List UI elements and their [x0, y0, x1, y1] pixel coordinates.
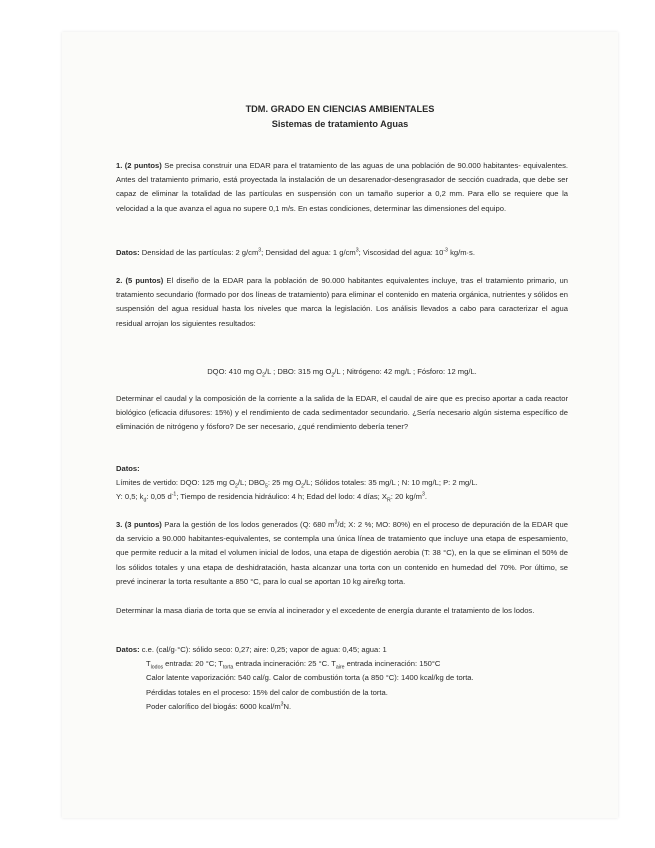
subscript: 2: [331, 372, 335, 379]
datos-text: : 0,05 d: [146, 492, 172, 502]
datos-text: ; Densidad del agua: 1 g/cm: [261, 248, 356, 257]
analysis-text: DQO: 410 mg O: [207, 367, 263, 376]
datos-line-4: Pérdidas totales en el proceso: 15% del calor de combustión de la torta.: [146, 687, 388, 697]
subscript: d: [143, 497, 147, 504]
datos-text: T: [146, 659, 151, 669]
superscript: 3: [258, 247, 262, 254]
subscript: torta: [222, 664, 234, 671]
superscript: 3: [355, 247, 359, 254]
datos-label: Datos:: [116, 248, 140, 257]
datos-text: : 25 mg O: [267, 478, 302, 488]
question-2-text: El diseño de la EDAR para la población de 90.000 habitantes equivalentes incluye, tras el tratamiento primario, un tratamiento secundario (formado por dos líneas de tratamiento) para eliminar el contenido en materia orgánica, nutrientes y sólidos en suspensión del agua residual hasta los niveles que marca la legislación. Los análisis llevados a cabo para caracterizar el agua residual arrojan los siguientes resultados:: [116, 276, 568, 328]
question-2-datos: [116, 462, 568, 505]
question-2: [116, 274, 568, 331]
datos-label: Datos:: [116, 645, 140, 654]
document-page: [62, 32, 618, 818]
datos-line-2: [116, 657, 568, 671]
datos-text: /L; DBO: [237, 478, 265, 488]
datos-text: c.e. (cal/g·°C): sólido seco: 0,27; aire: 0,25; vapor de agua: 0,45; agua: 1: [141, 645, 387, 654]
question-1-number: 1. (2 puntos): [116, 161, 162, 170]
datos-text: kg/m·s.: [447, 248, 475, 257]
datos-text: : 20 kg/m: [390, 492, 422, 502]
question-2-task: [116, 392, 568, 435]
subscript: 2: [235, 483, 238, 490]
question-2-task-text: Determinar el caudal y la composición de la corriente a la salida de la EDAR, el caudal de aire que es preciso aportar a cada reactor biológico (eficacia difusores: 15%) y el rendimiento de cada sedimentador secundario. ¿Sería necesario algún sistema específico de eliminación de nitrógeno y fósforo? De ser necesario, ¿qué rendimiento debería tener?: [116, 394, 568, 432]
analysis-text: /L ; Nitrógeno: 42 mg/L ; Fósforo: 12 mg/L.: [334, 367, 477, 376]
datos-text: N.: [283, 701, 292, 711]
datos-text: entrada incineración: 150°C: [344, 659, 441, 669]
datos-line-1: [116, 643, 568, 657]
question-3-text: Para la gestión de los lodos generados (Q: 680 m: [164, 520, 335, 529]
subscript: aire: [335, 664, 345, 671]
subscript: lodos: [150, 664, 164, 671]
datos-text: ; Tiempo de residencia hidráulico: 4 h; Edad del lodo: 4 días; X: [176, 492, 387, 502]
subscript: 2: [262, 372, 265, 379]
document-subtitle: Sistemas de tratamiento Aguas: [271, 119, 409, 129]
datos-text: Densidad de las partículas: 2 g/cm: [141, 248, 259, 257]
question-3-number: 3. (3 puntos): [116, 520, 162, 529]
question-1: [116, 159, 568, 216]
question-2-analysis: [116, 365, 568, 379]
superscript: 3: [280, 701, 284, 708]
datos-text: entrada: 20 °C; T: [163, 659, 223, 669]
superscript: 3: [334, 519, 338, 526]
datos-text: Y: 0,5; k: [116, 492, 144, 502]
question-3-task: [116, 604, 568, 618]
question-3-text: /d; X: 2 %; MO: 80%) en el proceso de depuración de la EDAR que da servicio a 90.000 habitantes-equivalentes, se contempla una única línea de tratamiento que incluye una etapa de espesamiento, que permite reducir a la mitad el volumen inicial de lodos, una etapa de digestión aerobia (T: 38 °C), en la que se eliminan el 50% de los sólidos totales y una etapa de deshidratación, hasta alcanzar una torta con un contenido en humedad del 70%. Por último, se prevé incinerar la torta resultante a 850 °C, para lo cual se aportan 10 kg aire/kg torta.: [116, 520, 568, 586]
datos-line-5: [116, 700, 568, 714]
datos-text: Poder calorífico del biogás: 6000 kcal/m: [146, 701, 281, 711]
subscript: R: [386, 497, 391, 504]
datos-line-2: [116, 490, 568, 504]
subscript: 5: [264, 483, 268, 490]
superscript: -1: [171, 491, 177, 498]
question-3-task-text: Determinar la masa diaria de torta que se envía al incinerador y el excedente de energía durante el tratamiento de los lodos.: [116, 606, 535, 615]
datos-text: .: [424, 492, 427, 502]
question-1-datos: [116, 246, 568, 260]
datos-line-3: Calor latente vaporización: 540 cal/g. Calor de combustión torta (a 850 °C): 1400 kcal/kg de torta.: [146, 673, 474, 683]
question-1-text: Se precisa construir una EDAR para el tratamiento de las aguas de una población de 90.000 habitantes- equivalentes. Antes del tratamiento primario, está proyectada la instalación de un desarenador-desengrasador de sección cuadrada, que debe ser capaz de eliminar la totalidad de las partículas en suspensión con un tamaño superior a 0,2 mm. Para ello se requiere que la velocidad a la que avanza el agua no supere 0,1 m/s. En estas condiciones, determinar las dimensiones del equipo.: [116, 161, 568, 213]
superscript: 3: [421, 491, 425, 498]
datos-text: Límites de vertido: DQO: 125 mg O: [116, 478, 236, 488]
question-3: [116, 518, 568, 589]
datos-text: entrada incineración: 25 °C. T: [233, 659, 336, 669]
question-2-number: 2. (5 puntos): [116, 276, 164, 285]
question-3-datos: [116, 643, 568, 714]
datos-label: Datos:: [116, 464, 140, 473]
datos-line-1: [116, 476, 568, 490]
datos-text: /L; Sólidos totales: 35 mg/L ; N: 10 mg/L; P: 2 mg/L.: [304, 478, 478, 488]
document-title: TDM. GRADO EN CIENCIAS AMBIENTALES: [245, 104, 435, 114]
superscript: -3: [443, 247, 448, 254]
analysis-text: /L ; DBO: 315 mg O: [264, 367, 332, 376]
subscript: 2: [301, 483, 305, 490]
datos-text: ; Viscosidad del agua: 10: [358, 248, 444, 257]
